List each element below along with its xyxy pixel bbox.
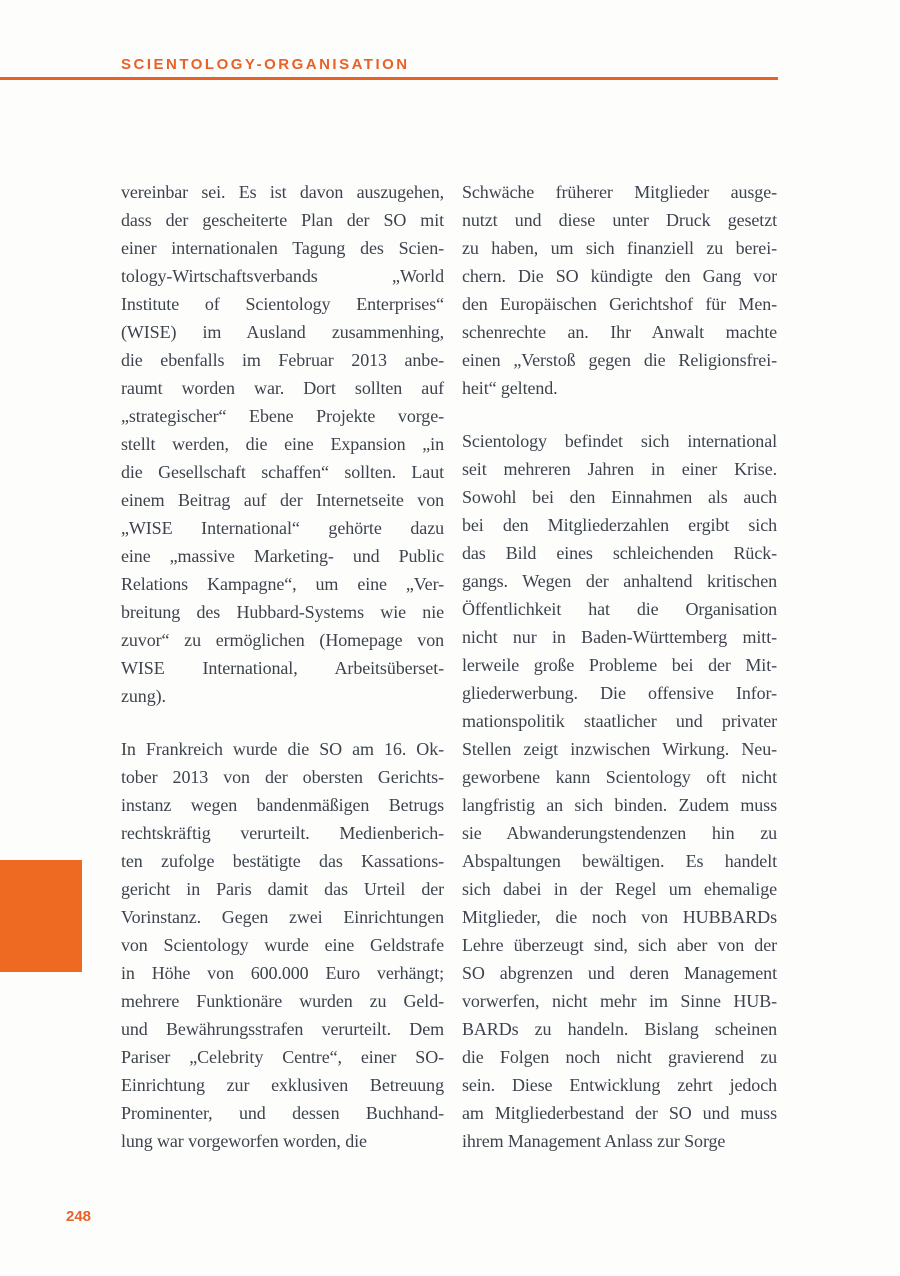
text-line: dass der gescheiterte Plan der SO mit [121,210,444,230]
text-line: Lehre überzeugt sind, sich aber von der [462,935,777,955]
paragraph [121,178,444,710]
text-line: ihrem Management Anlass zur Sorge [462,1131,726,1151]
text-line: einem Beitrag auf der Internetseite von [121,490,444,510]
text-line: vorwerfen, nicht mehr im Sinne HUB- [462,991,777,1011]
page-number: 248 [66,1208,92,1225]
text-line: mationspolitik staatlicher und privater [462,711,777,731]
text-line: SO abgrenzen und deren Management [462,963,777,983]
text-line: zung). [121,686,166,706]
text-line: nicht nur in Baden-Württemberg mitt- [462,627,777,647]
text-line: bei den Mitgliederzahlen ergibt sich [462,515,777,535]
text-line: Stellen zeigt inzwischen Wirkung. Neu- [462,739,777,759]
text-line: Scientology befindet sich international [462,431,777,451]
text-line: die Folgen noch nicht gravierend zu [462,1047,777,1067]
text-line: nutzt und diese unter Druck gesetzt [462,210,777,230]
text-line: seit mehreren Jahren in einer Krise. [462,459,777,479]
text-line: zuvor“ zu ermöglichen (Homepage von [121,630,444,650]
right-text-column [462,178,777,1155]
text-line: tober 2013 von der obersten Gerichts- [121,767,444,787]
text-line: die ebenfalls im Februar 2013 anbe- [121,350,444,370]
text-line: Abspaltungen bewältigen. Es handelt [462,851,777,871]
text-line: gliederwerbung. Die offensive Infor- [462,683,777,703]
page-header-title: SCIENTOLOGY-ORGANISATION [121,56,410,73]
text-line: zu haben, um sich finanziell zu berei- [462,238,777,258]
text-line: „strategischer“ Ebene Projekte vorge- [121,406,444,426]
text-line: Pariser „Celebrity Centre“, einer SO- [121,1047,444,1067]
text-line: mehrere Funktionäre wurden zu Geld- [121,991,444,1011]
text-line: tology-Wirtschaftsverbands „World [121,266,444,286]
text-line: heit“ geltend. [462,378,558,398]
text-line: eine „massive Marketing- und Public [121,546,444,566]
text-line: lerweile große Probleme bei der Mit- [462,655,777,675]
text-line: Schwäche früherer Mitglieder ausge- [462,182,777,202]
chapter-tab-marker [0,860,82,972]
text-line: die Gesellschaft schaffen“ sollten. Laut [121,462,444,482]
text-line: geworbene kann Scientology oft nicht [462,767,777,787]
text-line: einen „Verstoß gegen die Religionsfrei- [462,350,777,370]
text-line: Sowohl bei den Einnahmen als auch [462,487,777,507]
text-line: stellt werden, die eine Expansion „in [121,434,444,454]
text-line: WISE International, Arbeitsüberset- [121,658,444,678]
text-line: chern. Die SO kündigte den Gang vor [462,266,777,286]
text-line: „WISE International“ gehörte dazu [121,518,444,538]
text-line: BARDs zu handeln. Bislang scheinen [462,1019,777,1039]
text-line: In Frankreich wurde die SO am 16. Ok- [121,739,444,759]
text-line: Institute of Scientology Enterprises“ [121,294,444,314]
text-line: breitung des Hubbard-Systems wie nie [121,602,444,622]
header-rule [0,77,778,80]
text-line: Öffentlichkeit hat die Organisation [462,599,777,619]
text-line: gangs. Wegen der anhaltend kritischen [462,571,777,591]
text-line: gericht in Paris damit das Urteil der [121,879,444,899]
text-line: instanz wegen bandenmäßigen Betrugs [121,795,444,815]
text-line: und Bewährungsstrafen verurteilt. Dem [121,1019,444,1039]
text-line: den Europäischen Gerichtshof für Men- [462,294,777,314]
left-text-column [121,178,444,1155]
text-line: in Höhe von 600.000 Euro verhängt; [121,963,444,983]
text-line: Relations Kampagne“, um eine „Ver- [121,574,444,594]
text-line: vereinbar sei. Es ist davon auszugehen, [121,182,444,202]
paragraph [462,178,777,402]
text-line: sie Abwanderungstendenzen hin zu [462,823,777,843]
text-line: das Bild eines schleichenden Rück- [462,543,777,563]
text-line: sein. Diese Entwicklung zehrt jedoch [462,1075,777,1095]
paragraph [462,427,777,1155]
text-line: Mitglieder, die noch von HUBBARDs [462,907,777,927]
text-line: (WISE) im Ausland zusammenhing, [121,322,444,342]
text-line: sich dabei in der Regel um ehemalige [462,879,777,899]
text-line: Prominenter, und dessen Buchhand- [121,1103,444,1123]
text-line: am Mitgliederbestand der SO und muss [462,1103,777,1123]
text-line: Vorinstanz. Gegen zwei Einrichtungen [121,907,444,927]
text-line: lung war vorgeworfen worden, die [121,1131,367,1151]
text-line: Einrichtung zur exklusiven Betreuung [121,1075,444,1095]
text-line: raumt worden war. Dort sollten auf [121,378,444,398]
text-line: einer internationalen Tagung des Scien- [121,238,444,258]
text-line: rechtskräftig verurteilt. Medienberich- [121,823,444,843]
text-line: langfristig an sich binden. Zudem muss [462,795,777,815]
text-line: von Scientology wurde eine Geldstrafe [121,935,444,955]
text-line: schenrechte an. Ihr Anwalt machte [462,322,777,342]
paragraph [121,735,444,1155]
text-line: ten zufolge bestätigte das Kassations- [121,851,444,871]
